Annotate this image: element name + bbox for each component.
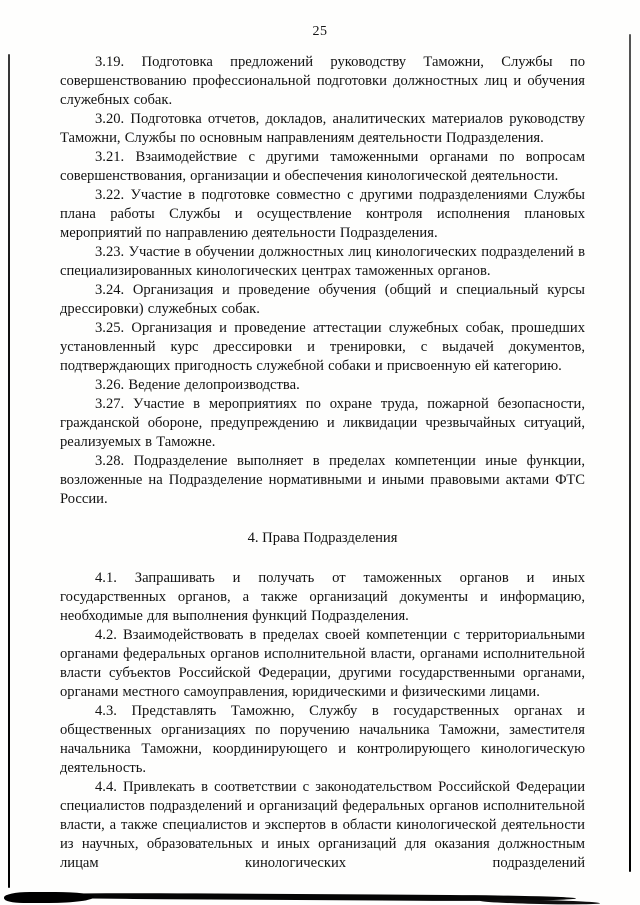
scan-artifact-bottom-line xyxy=(6,892,576,901)
section-4-heading: 4. Права Подразделения xyxy=(247,530,398,546)
page-number: 25 xyxy=(312,24,328,39)
paragraph-3-28: 3.28. Подразделение выполняет в пределах компетенции иные функции, возложенные на Подразделение нормативными и иными правовыми актами ФТС России. xyxy=(60,453,585,507)
paragraph-4-3: 4.3. Представлять Таможню, Службу в государственных органах и общественных организациях по поручению начальника Таможни, заместителя начальника Таможни, координирующего и контролирующего кинологическую деятельность. xyxy=(60,703,585,776)
paragraph-3-26: 3.26. Ведение делопроизводства. xyxy=(95,377,300,393)
paragraph-3-25: 3.25. Организация и проведение аттестации служебных собак, прошедших установленный курс дрессировки и тренировки, с выдачей документов, подтверждающих пригодность служебной собаки и присвоенную ей категорию. xyxy=(60,320,585,374)
paragraph-3-20: 3.20. Подготовка отчетов, докладов, аналитических материалов руководству Таможни, Службы по основным направлениям деятельности Подразделения. xyxy=(60,111,585,146)
paragraph-3-21: 3.21. Взаимодействие с другими таможенными органами по вопросам совершенствования, организации и обеспечения кинологической деятельности. xyxy=(60,149,585,184)
paragraph-3-22: 3.22. Участие в подготовке совместно с другими подразделениями Службы плана работы Службы и осуществление контроля исполнения плановых мероприятий по направлению деятельности Подразделения. xyxy=(60,187,585,241)
paragraph-3-24: 3.24. Организация и проведение обучения (общий и специальный курсы дрессировки) служебных собак. xyxy=(60,282,585,317)
paragraph-3-19: 3.19. Подготовка предложений руководству Таможни, Службы по совершенствованию профессиональной подготовки должностных лиц и обучения служебных собак. xyxy=(60,54,585,108)
paragraph-3-27: 3.27. Участие в мероприятиях по охране труда, пожарной безопасности, гражданской обороне, предупреждению и ликвидации чрезвычайных ситуаций, реализуемых в Таможне. xyxy=(60,396,585,450)
scan-artifact-bottom-tail xyxy=(480,899,600,905)
scan-artifact-bottom-blob xyxy=(4,892,94,903)
paragraph-3-23: 3.23. Участие в обучении должностных лиц кинологических подразделений в специализированных кинологических центрах таможенных органов. xyxy=(60,244,585,279)
paragraph-4-2: 4.2. Взаимодействовать в пределах своей компетенции с территориальными органами федеральных органов исполнительной власти, органами исполнительной власти субъектов Российской Федерации, другими государственными органами, органами местного самоуправления, юридическими и физическими лицами. xyxy=(60,627,585,700)
document-body xyxy=(0,40,640,873)
paragraph-4-4: 4.4. Привлекать в соответствии с законодательством Российской Федерации специалистов подразделений и организаций федеральных органов исполнительной власти, а также специалистов и экспертов в области кинологической деятельности из научных, образовательных и иных организаций для оказания должностным лицам кинологических подразделений xyxy=(60,779,585,871)
paragraph-4-1: 4.1. Запрашивать и получать от таможенных органов и иных государственных органов, а также организаций документы и информацию, необходимые для выполнения функций Подразделения. xyxy=(60,570,585,624)
